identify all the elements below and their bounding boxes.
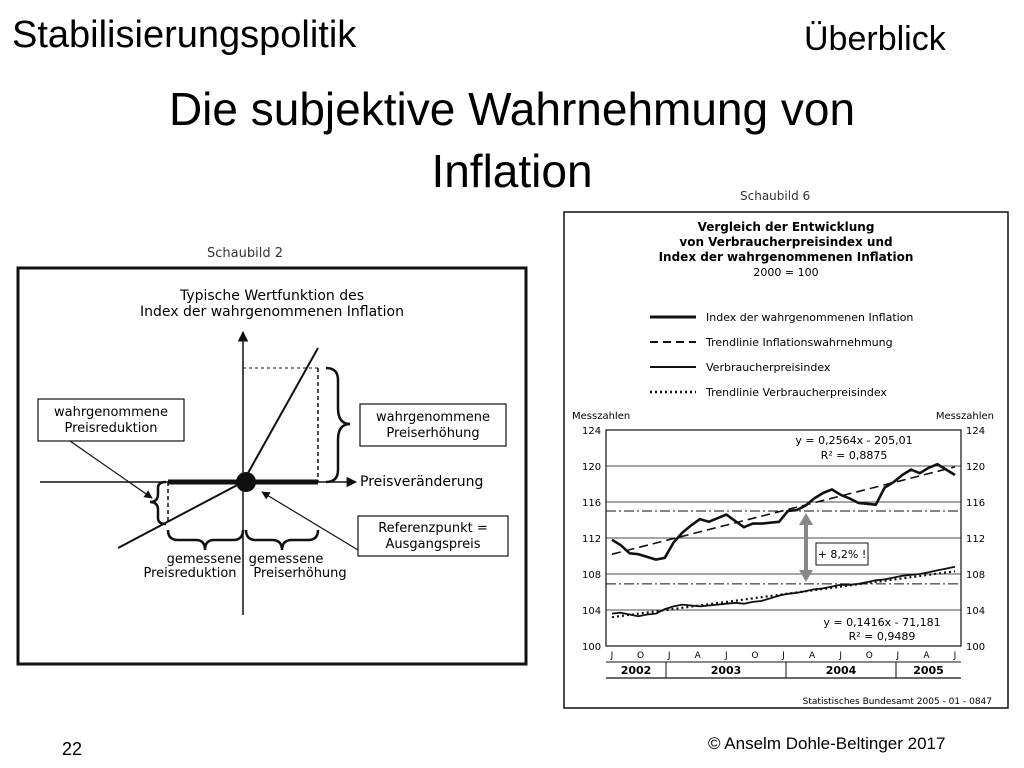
x-year-label: 2004 bbox=[825, 664, 857, 677]
y-tick-label-left: 108 bbox=[582, 570, 602, 581]
copyright-notice: © Anselm Dohle-Beltinger 2017 bbox=[708, 734, 946, 753]
y-tick-label-left: 116 bbox=[582, 498, 602, 509]
figure-label-left: Schaubild 2 bbox=[207, 246, 283, 261]
y-tick-label-right: 104 bbox=[966, 606, 986, 617]
x-tick-month-label: J bbox=[782, 651, 785, 661]
value-function-title-line1: Typische Wertfunktion des bbox=[179, 288, 365, 304]
slide-header-topic: Stabilisierungspolitik bbox=[12, 14, 357, 56]
x-year-label: 2002 bbox=[620, 664, 652, 677]
measured-reduction-line2: Preisreduktion bbox=[143, 566, 237, 581]
x-tick-month-label: J bbox=[610, 651, 614, 661]
axis-label-price-change: Preisveränderung bbox=[360, 474, 484, 490]
figure-frame-right bbox=[564, 212, 1008, 708]
legend-item-perceived-trend: Trendlinie Inflationswahrnehmung bbox=[706, 336, 893, 349]
measured-increase-line1: gemessene bbox=[248, 552, 324, 567]
x-tick-month-label: J bbox=[953, 651, 957, 661]
chart-title-line3: Index der wahrgenommenen Inflation bbox=[658, 250, 914, 264]
chart-subtitle: 2000 = 100 bbox=[753, 266, 819, 279]
x-tick-month-label: J bbox=[839, 651, 842, 661]
x-tick-month-label: J bbox=[725, 651, 728, 661]
measured-increase-line2: Preiserhöhung bbox=[253, 566, 347, 581]
legend-item-cpi: Verbraucherpreisindex bbox=[706, 361, 831, 374]
y-tick-label-right: 108 bbox=[966, 570, 986, 581]
y-tick-label-left: 104 bbox=[582, 606, 602, 617]
chart-title-line1: Vergleich der Entwicklung bbox=[697, 220, 875, 234]
y-axis-label-right: Messzahlen bbox=[935, 411, 994, 422]
trend-equation-cpi-line2: R² = 0,9489 bbox=[848, 630, 916, 643]
y-tick-label-left: 124 bbox=[582, 426, 602, 437]
trend-equation-cpi-line1: y = 0,1416x - 71,181 bbox=[823, 616, 941, 629]
y-tick-label-left: 100 bbox=[582, 642, 602, 653]
y-tick-label-right: 120 bbox=[966, 462, 986, 473]
x-tick-month-label: A bbox=[694, 651, 701, 661]
figure-label-right: Schaubild 6 bbox=[740, 189, 811, 203]
y-tick-label-left: 120 bbox=[582, 462, 602, 473]
y-tick-label-right: 112 bbox=[966, 534, 986, 545]
y-tick-label-left: 112 bbox=[582, 534, 602, 545]
cpi-comparison-chart bbox=[556, 184, 1012, 714]
chart-title-line2: von Verbraucherpreisindex und bbox=[679, 235, 893, 249]
difference-callout-label: + 8,2% ! bbox=[817, 548, 867, 561]
perceived-increase-line1: wahrgenommene bbox=[376, 410, 490, 425]
reference-point-line2: Ausgangspreis bbox=[385, 537, 481, 552]
x-tick-month-label: O bbox=[751, 651, 759, 661]
perceived-reduction-line2: Preisreduktion bbox=[64, 421, 158, 436]
slide-header-overview: Überblick bbox=[804, 20, 946, 58]
y-axis-label-left: Messzahlen bbox=[572, 411, 631, 422]
legend-item-perceived: Index der wahrgenommenen Inflation bbox=[706, 311, 914, 324]
legend-item-cpi-trend: Trendlinie Verbraucherpreisindex bbox=[706, 386, 887, 399]
y-tick-label-right: 116 bbox=[966, 498, 986, 509]
x-tick-month-label: A bbox=[923, 651, 930, 661]
y-tick-label-right: 100 bbox=[966, 642, 986, 653]
trend-equation-perceived-line1: y = 0,2564x - 205,01 bbox=[795, 434, 913, 447]
perceived-increase-line2: Preiserhöhung bbox=[386, 426, 480, 441]
reference-point-line1: Referenzpunkt = bbox=[378, 521, 488, 536]
slide-number: 22 bbox=[62, 739, 83, 759]
measured-reduction-line1: gemessene bbox=[166, 552, 242, 567]
x-tick-month-label: J bbox=[896, 651, 900, 661]
trend-equation-perceived-line2: R² = 0,8875 bbox=[820, 449, 888, 462]
figure-frame-left bbox=[18, 268, 526, 664]
x-tick-month-label: O bbox=[865, 651, 873, 661]
perceived-reduction-line1: wahrgenommene bbox=[54, 405, 168, 420]
x-tick-month-label: O bbox=[637, 651, 645, 661]
y-tick-label-right: 124 bbox=[966, 426, 986, 437]
value-function-diagram bbox=[0, 230, 540, 680]
x-tick-month-label: J bbox=[667, 651, 671, 661]
x-year-label: 2003 bbox=[710, 664, 742, 677]
x-tick-month-label: A bbox=[808, 651, 816, 661]
value-function-title-line2: Index der wahrgenommenen Inflation bbox=[140, 304, 404, 320]
slide-title-line2: Inflation bbox=[431, 145, 593, 197]
x-year-label: 2005 bbox=[913, 664, 944, 677]
data-source: Statistisches Bundesamt 2005 - 01 - 0847 bbox=[802, 697, 992, 707]
reference-point-marker bbox=[236, 472, 256, 492]
slide-title-line1: Die subjektive Wahrnehmung von bbox=[168, 83, 856, 135]
